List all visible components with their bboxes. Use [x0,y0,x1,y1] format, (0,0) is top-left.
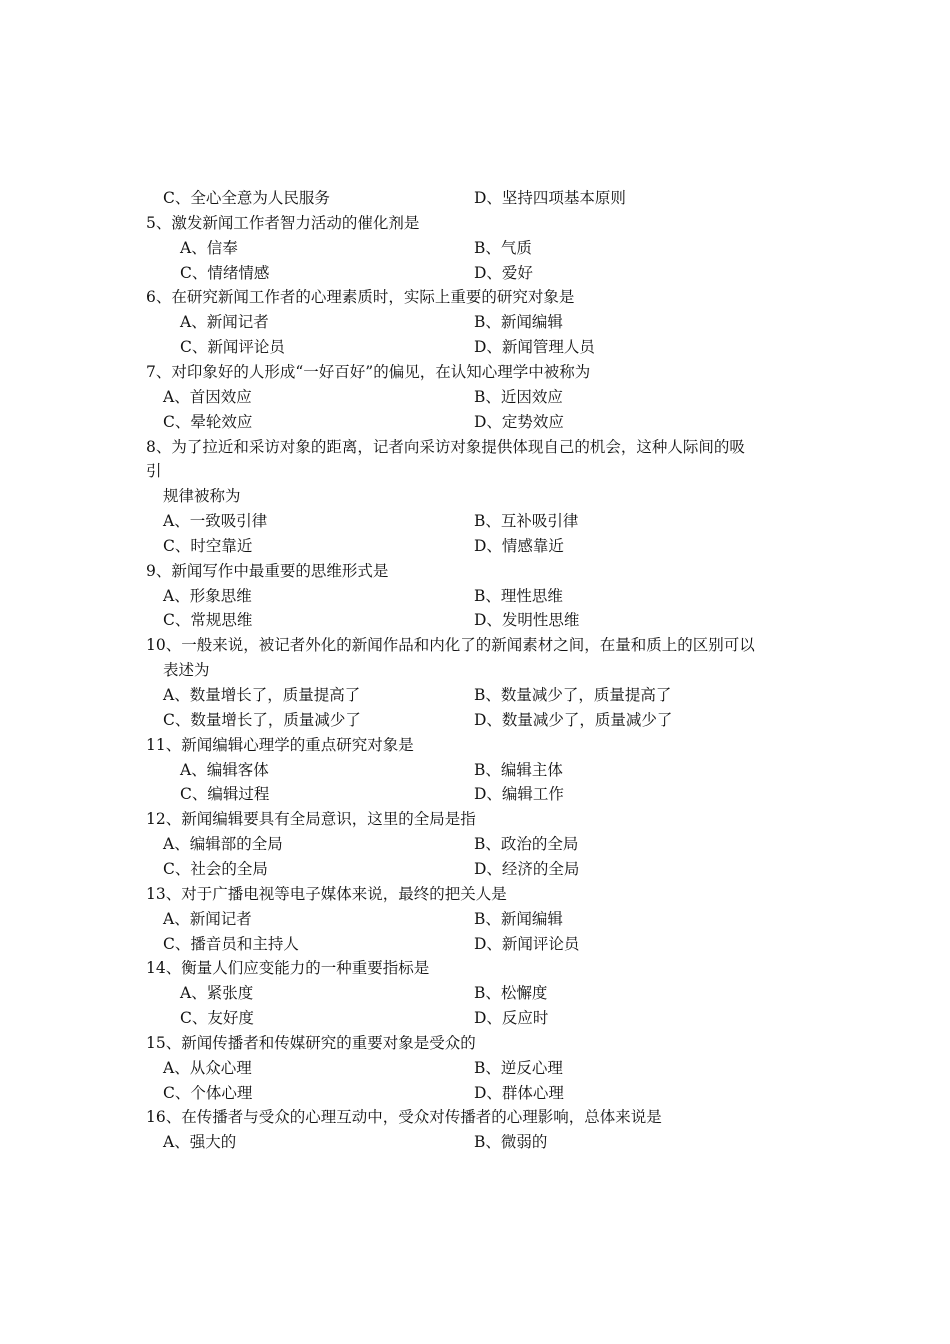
option-left: C、全心全意为人民服务 [163,189,330,207]
option-row [0,708,950,733]
option-left: A、从众心理 [163,1058,252,1077]
option-row [0,584,950,609]
option-right: B、近因效应 [474,387,563,406]
question-text: 9、新闻写作中最重要的思维形式是 [146,561,389,580]
option-row [0,932,950,957]
question-row [0,211,950,236]
option-row [0,981,950,1006]
question-row [0,633,950,658]
option-row [0,1056,950,1081]
question-continuation-text: 表述为 [163,661,210,680]
option-right: B、互补吸引律 [474,512,579,531]
question-continuation-row [0,658,950,683]
option-left: C、常规思维 [163,611,253,630]
option-left: C、播音员和主持人 [163,934,299,953]
option-right: D、情感靠近 [474,536,564,555]
question-text: 8、为了拉近和采访对象的距离，记者向采访对象提供体现自己的机会，这种人际间的吸 [146,437,745,456]
option-left: C、情绪情感 [180,263,270,282]
option-right: B、编辑主体 [474,760,563,779]
option-left: C、个体心理 [163,1083,253,1102]
question-row [0,360,950,385]
option-row [0,236,950,261]
option-right: D、新闻评论员 [474,934,580,953]
option-row [0,683,950,708]
option-row [0,832,950,857]
option-right: D、编辑工作 [474,785,564,804]
option-right: B、松懈度 [474,984,548,1003]
option-left: C、数量增长了，质量减少了 [163,710,361,729]
question-continuation-text: 规律被称为 [163,487,241,506]
question-text: 引 [146,462,162,481]
option-row [0,509,950,534]
option-row [0,186,950,211]
option-row [0,261,950,286]
option-right: D、经济的全局 [474,859,580,878]
option-left: C、友好度 [180,1009,254,1028]
option-right: D、坚持四项基本原则 [474,189,626,207]
question-text: 15、新闻传播者和传媒研究的重要对象是受众的 [146,1033,476,1052]
option-left: A、一致吸引律 [163,512,268,531]
option-right: B、理性思维 [474,586,563,605]
option-left: A、新闻记者 [180,313,269,332]
option-left: A、首因效应 [163,387,252,406]
option-right: D、爱好 [474,263,533,282]
question-row [0,807,950,832]
option-row [0,1006,950,1031]
question-continuation-row [0,484,950,509]
option-right: B、新闻编辑 [474,313,563,332]
question-text: 5、激发新闻工作者智力活动的催化剂是 [146,213,420,232]
option-left: A、编辑客体 [180,760,269,779]
question-text: 11、新闻编辑心理学的重点研究对象是 [146,735,414,754]
question-text: 13、对于广播电视等电子媒体来说，最终的把关人是 [146,884,507,903]
question-text: 14、衡量人们应变能力的一种重要指标是 [146,959,430,978]
question-row [0,559,950,584]
question-row [0,459,950,484]
option-left: A、强大的 [163,1133,237,1152]
question-row [0,285,950,310]
question-row [0,733,950,758]
question-text: 12、新闻编辑要具有全局意识，这里的全局是指 [146,810,476,829]
option-right: D、反应时 [474,1009,549,1028]
option-row [0,1081,950,1106]
question-row [0,956,950,981]
option-right: B、气质 [474,238,532,257]
option-row [0,335,950,360]
option-row [0,907,950,932]
option-right: B、微弱的 [474,1133,548,1152]
option-row [0,857,950,882]
option-right: B、政治的全局 [474,835,579,854]
option-left: A、形象思维 [163,586,252,605]
question-text: 16、在传播者与受众的心理互动中，受众对传播者的心理影响，总体来说是 [146,1108,662,1127]
option-row [0,534,950,559]
option-row [0,758,950,783]
option-row [0,782,950,807]
option-row [0,310,950,335]
question-text: 6、在研究新闻工作者的心理素质时，实际上重要的研究对象是 [146,288,575,307]
option-right: D、群体心理 [474,1083,564,1102]
question-row [0,882,950,907]
option-left: A、信奉 [180,238,238,257]
option-row [0,385,950,410]
option-right: B、逆反心理 [474,1058,563,1077]
option-left: C、新闻评论员 [180,338,285,357]
question-row [0,435,950,460]
option-left: A、新闻记者 [163,909,252,928]
option-row [0,1130,950,1155]
option-right: B、数量减少了，质量提高了 [474,686,672,704]
question-text: 10、一般来说，被记者外化的新闻作品和内化了的新闻素材之间，在量和质上的区别可以 [146,636,755,655]
option-right: D、数量减少了，质量减少了 [474,710,673,729]
option-right: D、新闻管理人员 [474,338,595,357]
option-left: C、时空靠近 [163,536,253,555]
option-left: A、紧张度 [180,984,254,1003]
option-row [0,608,950,633]
option-right: D、定势效应 [474,412,564,431]
option-left: A、编辑部的全局 [163,835,283,854]
question-row [0,1031,950,1056]
option-left: C、编辑过程 [180,785,270,804]
option-left: C、社会的全局 [163,859,268,878]
option-left: C、晕轮效应 [163,412,253,431]
question-text: 7、对印象好的人形成“一好百好”的偏见，在认知心理学中被称为 [146,362,591,381]
question-row [0,1105,950,1130]
option-right: B、新闻编辑 [474,909,563,928]
option-row [0,410,950,435]
option-left: A、数量增长了，质量提高了 [163,686,361,704]
option-right: D、发明性思维 [474,611,580,630]
